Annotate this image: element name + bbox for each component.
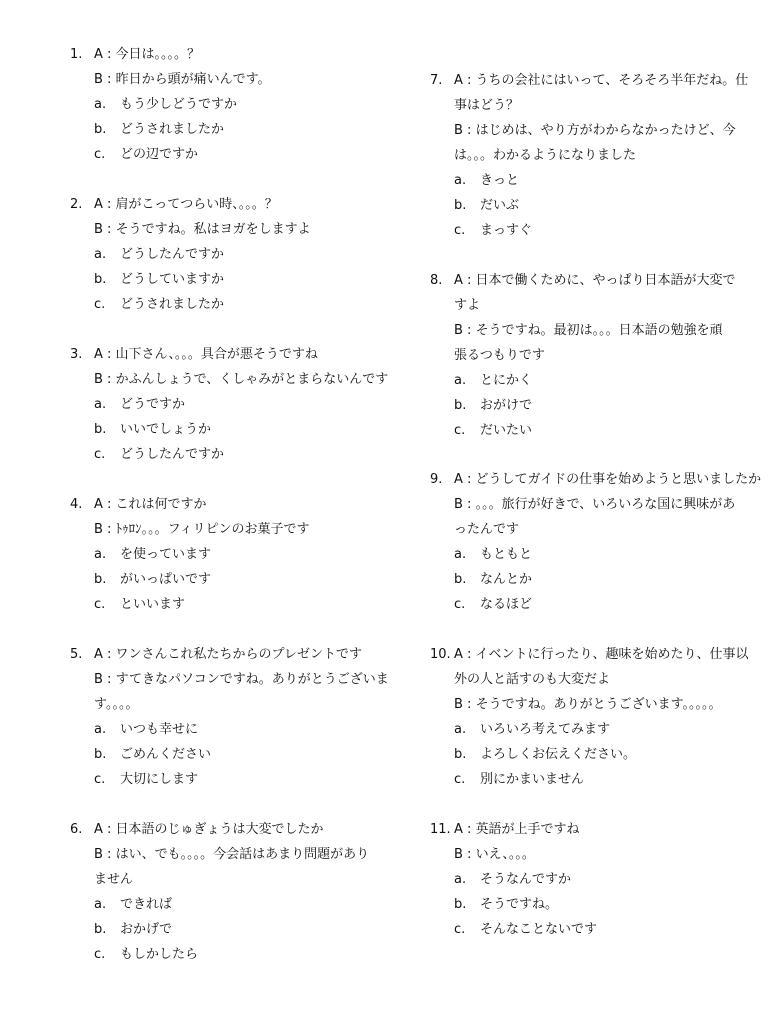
question-line: [430, 642, 760, 667]
option-text: おかげで: [120, 922, 173, 937]
dialogue-text: A : 英語が上手ですね: [454, 822, 580, 837]
answer-option: [430, 368, 760, 393]
answer-option: [430, 717, 760, 742]
dialogue-text: は。。。わかるようになりました: [454, 148, 637, 163]
dialogue-text: A : 日本語のじゅぎょうは大変でしたか: [94, 822, 324, 837]
question-number: 5.: [70, 647, 83, 662]
option-letter: c.: [454, 423, 466, 438]
question-9: [430, 467, 760, 617]
question-3: [70, 342, 400, 467]
option-letter: a.: [454, 373, 467, 388]
question-11: [430, 817, 760, 942]
question-2: [70, 192, 400, 317]
answer-option: [430, 218, 760, 243]
option-text: 別にかまいません: [480, 772, 585, 787]
question-number: 4.: [70, 497, 83, 512]
answer-option: [430, 742, 760, 767]
dialogue-text: A : どうしてガイドの仕事を始めようと思いましたか: [454, 472, 762, 487]
option-text: いいでしょうか: [120, 422, 212, 437]
question-line: [70, 342, 400, 367]
dialogue-text: B : 。。。旅行が好きで、いろいろな国に興味があ: [454, 497, 736, 512]
option-letter: a.: [94, 397, 107, 412]
answer-option: [70, 767, 400, 792]
option-text: 大切にします: [120, 772, 199, 787]
option-text: だいぶ: [480, 198, 520, 213]
dialogue-text: B : そうですね。ありがとうございます。。。。。: [454, 697, 722, 712]
question-line: [70, 642, 400, 667]
answer-option: [430, 418, 760, 443]
question-line: [70, 517, 400, 542]
answer-option: [70, 242, 400, 267]
question-7: [430, 68, 760, 243]
option-letter: c.: [94, 597, 106, 612]
question-number: 2.: [70, 197, 83, 212]
answer-option: [70, 742, 400, 767]
option-text: とにかく: [480, 373, 533, 388]
option-letter: b.: [454, 897, 467, 912]
question-line: [430, 118, 760, 143]
dialogue-text: A : うちの会社にはいって、そろそろ半年だね。仕: [454, 73, 749, 88]
option-letter: a.: [454, 173, 467, 188]
dialogue-text: B : かふんしょうで、くしゃみがとまらないんです: [94, 372, 389, 387]
option-text: もしかしたら: [120, 947, 199, 962]
option-text: もともと: [480, 547, 533, 562]
dialogue-text: 張るつもりです: [454, 348, 545, 363]
answer-option: [70, 542, 400, 567]
question-4: [70, 492, 400, 617]
question-line: [430, 68, 760, 93]
option-text: どうしたんですか: [120, 447, 225, 462]
question-line: [70, 367, 400, 392]
question-line: [70, 492, 400, 517]
option-text: よろしくお伝えください。: [480, 747, 637, 762]
answer-option: [430, 892, 760, 917]
option-letter: c.: [454, 597, 466, 612]
question-line: [430, 692, 760, 717]
question-1: [70, 42, 400, 167]
dialogue-text: B : 昨日から頭が痛いんです。: [94, 72, 271, 87]
dialogue-text: 外の人と話すのも大変だよ: [454, 672, 611, 687]
option-text: なるほど: [480, 597, 533, 612]
dialogue-text: ったんです: [454, 522, 520, 537]
option-text: そんなことないです: [480, 922, 598, 937]
option-letter: a.: [454, 547, 467, 562]
option-letter: c.: [94, 947, 106, 962]
answer-option: [70, 942, 400, 967]
option-letter: b.: [94, 922, 107, 937]
option-text: だいたい: [480, 423, 533, 438]
option-text: どうですか: [120, 397, 186, 412]
dialogue-text: A : 山下さん、。。。具合が悪そうですね: [94, 347, 318, 362]
option-text: いろいろ考えてみます: [480, 722, 611, 737]
answer-option: [70, 417, 400, 442]
dialogue-text: B : いえ、。。。: [454, 847, 535, 862]
answer-option: [70, 917, 400, 942]
dialogue-text: す。。。。: [94, 697, 139, 712]
option-letter: c.: [94, 772, 106, 787]
answer-option: [70, 567, 400, 592]
question-line: [70, 192, 400, 217]
question-10: [430, 642, 760, 792]
option-letter: c.: [94, 297, 106, 312]
answer-option: [70, 392, 400, 417]
option-text: そうなんですか: [480, 872, 572, 887]
option-letter: a.: [454, 722, 467, 737]
answer-option: [430, 168, 760, 193]
dialogue-text: B : はじめは、やり方がわからなかったけど、今: [454, 123, 736, 138]
dialogue-text: すよ: [454, 298, 481, 313]
option-letter: b.: [94, 422, 107, 437]
option-text: どうされましたか: [120, 122, 225, 137]
option-letter: a.: [94, 897, 107, 912]
option-letter: c.: [454, 772, 466, 787]
option-text: まっすぐ: [480, 223, 533, 238]
question-number: 8.: [430, 273, 443, 288]
option-letter: b.: [454, 572, 467, 587]
question-number: 11.: [430, 822, 451, 837]
answer-option: [70, 292, 400, 317]
option-letter: b.: [94, 272, 107, 287]
question-line: [430, 492, 760, 517]
answer-option: [70, 592, 400, 617]
option-text: そうですね。: [480, 897, 559, 912]
option-letter: a.: [94, 247, 107, 262]
dialogue-text: A : これは何ですか: [94, 497, 207, 512]
answer-option: [70, 92, 400, 117]
option-text: おがけで: [480, 398, 533, 413]
question-line: [430, 817, 760, 842]
question-number: 1.: [70, 47, 83, 62]
answer-option: [70, 892, 400, 917]
option-text: どうされましたか: [120, 297, 225, 312]
answer-option: [430, 193, 760, 218]
answer-option: [430, 592, 760, 617]
answer-option: [430, 867, 760, 892]
question-line: [430, 467, 760, 492]
question-8: [430, 268, 760, 443]
question-5: [70, 642, 400, 792]
question-line: [70, 867, 400, 892]
question-line: [430, 667, 760, 692]
answer-option: [70, 117, 400, 142]
question-6: [70, 817, 400, 967]
dialogue-text: B : すてきなパソコンですね。ありがとうございま: [94, 672, 389, 687]
question-line: [430, 143, 760, 168]
dialogue-text: B : そうですね。私はヨガをしますよ: [94, 222, 311, 237]
option-text: どの辺ですか: [120, 147, 199, 162]
question-line: [70, 217, 400, 242]
option-letter: c.: [94, 447, 106, 462]
option-text: どうしたんですか: [120, 247, 225, 262]
question-line: [430, 318, 760, 343]
answer-option: [70, 442, 400, 467]
question-line: [430, 343, 760, 368]
option-text: ごめんください: [120, 747, 212, 762]
dialogue-text: B : はい、でも。。。。今会話はあまり問題があり: [94, 847, 370, 862]
question-number: 3.: [70, 347, 83, 362]
option-letter: a.: [454, 872, 467, 887]
question-line: [430, 293, 760, 318]
option-text: もう少しどうですか: [120, 97, 238, 112]
answer-option: [430, 917, 760, 942]
option-text: といいます: [120, 597, 186, 612]
dialogue-text: B : そうですね。最初は。。。日本語の勉強を頑: [454, 323, 723, 338]
question-line: [70, 692, 400, 717]
question-number: 7.: [430, 73, 443, 88]
option-letter: c.: [94, 147, 106, 162]
question-line: [70, 42, 400, 67]
question-number: 10.: [430, 647, 451, 662]
dialogue-text: A : 日本で働くために、やっぱり日本語が大変で: [454, 273, 736, 288]
question-line: [430, 517, 760, 542]
option-letter: c.: [454, 922, 466, 937]
answer-option: [430, 767, 760, 792]
question-number: 9.: [430, 472, 443, 487]
option-text: なんとか: [480, 572, 533, 587]
answer-option: [430, 567, 760, 592]
option-letter: b.: [454, 398, 467, 413]
question-line: [70, 817, 400, 842]
answer-option: [70, 267, 400, 292]
question-line: [430, 268, 760, 293]
option-letter: a.: [94, 722, 107, 737]
option-text: どうしていますか: [120, 272, 225, 287]
option-letter: c.: [454, 223, 466, 238]
dialogue-text: A : ワンさんこれ私たちからのプレゼントです: [94, 647, 363, 662]
dialogue-text: A : 今日は。。。。？: [94, 47, 201, 62]
option-text: がいっぱいです: [120, 572, 212, 587]
option-letter: b.: [94, 572, 107, 587]
answer-option: [430, 542, 760, 567]
option-letter: a.: [94, 547, 107, 562]
option-text: できれば: [120, 897, 173, 912]
option-letter: b.: [454, 198, 467, 213]
option-letter: b.: [94, 122, 107, 137]
question-number: 6.: [70, 822, 83, 837]
question-line: [70, 842, 400, 867]
question-line: [70, 667, 400, 692]
option-letter: a.: [94, 97, 107, 112]
dialogue-text: A : イベントに行ったり、趣味を始めたり、仕事以: [454, 647, 749, 662]
question-line: [430, 842, 760, 867]
option-text: を使っています: [120, 547, 212, 562]
answer-option: [430, 393, 760, 418]
option-letter: b.: [94, 747, 107, 762]
question-line: [70, 67, 400, 92]
option-text: いつも幸せに: [120, 722, 199, 737]
dialogue-text: B : ﾄｩﾛﾝ。。。フィリピンのお菓子です: [94, 522, 310, 537]
dialogue-text: ません: [94, 872, 134, 887]
option-letter: b.: [454, 747, 467, 762]
answer-option: [70, 142, 400, 167]
answer-option: [70, 717, 400, 742]
dialogue-text: A : 肩がこってつらい時、。。。？: [94, 197, 278, 212]
option-text: きっと: [480, 173, 520, 188]
dialogue-text: 事はどう？: [454, 98, 520, 113]
question-line: [430, 93, 760, 118]
